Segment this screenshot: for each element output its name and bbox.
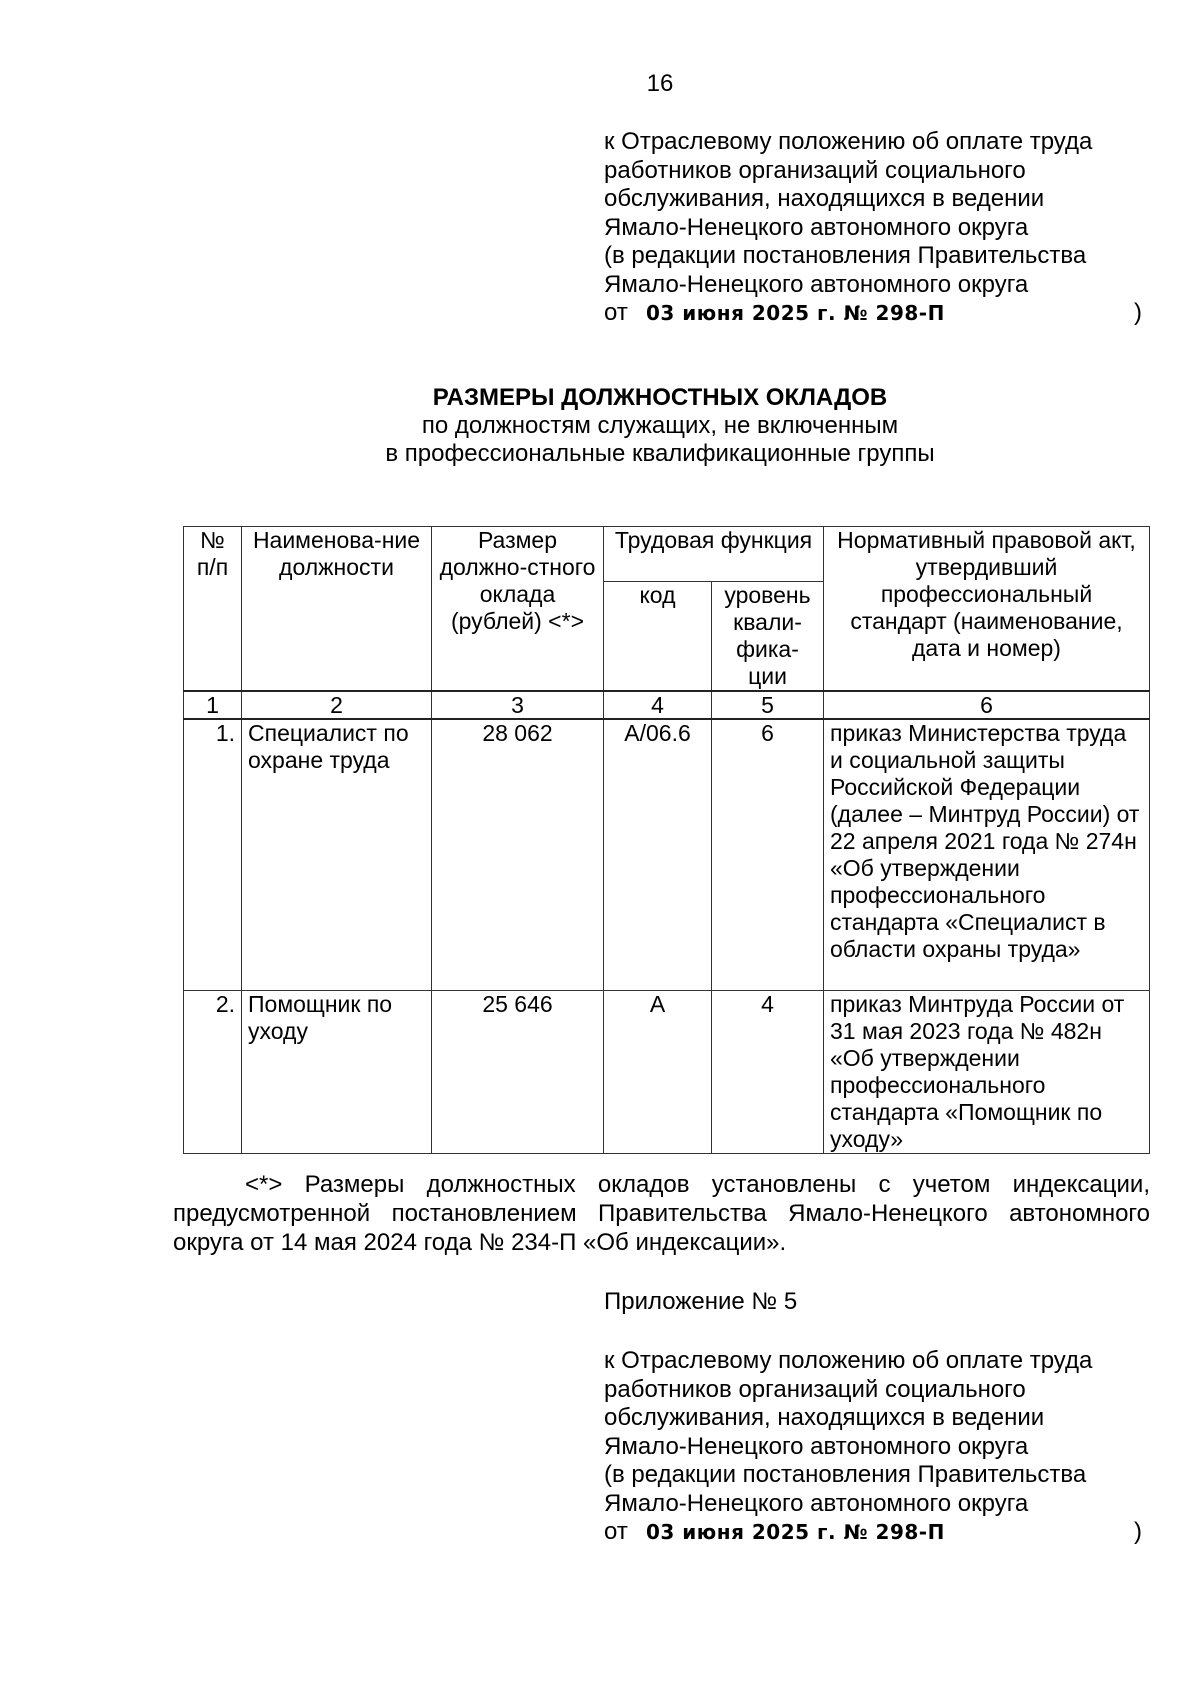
document-subtitle: в профессиональные квалификационные группы	[385, 440, 935, 467]
column-number: 6	[824, 691, 1150, 719]
column-number-row	[184, 691, 1150, 719]
page-number: 16	[646, 70, 674, 97]
row-num: 1.	[184, 719, 242, 991]
row-position-name: Помощник по уходу	[242, 991, 432, 1154]
appendix-label: Приложение № 5	[604, 1288, 798, 1315]
reference-line: к Отраслевому положению об оплате труда	[604, 128, 1093, 155]
closing-parenthesis: )	[1134, 299, 1142, 326]
row-salary: 28 062	[432, 719, 604, 991]
resolution-date-line	[604, 299, 1144, 328]
column-number: 3	[432, 691, 604, 719]
column-number: 2	[242, 691, 432, 719]
reference-line: Ямало-Ненецкого автономного округа	[604, 1432, 1029, 1460]
row-code: А	[604, 991, 712, 1154]
row-level: 6	[712, 719, 824, 991]
header-position-name: Наименова-ние должности	[242, 527, 432, 692]
header-salary: Размер должно-стного оклада (рублей) <*>	[432, 527, 604, 692]
reference-line: обслуживания, находящихся в ведении	[604, 185, 1045, 212]
resolution-date-stamp: 03 июня 2025 г. № 298-П	[646, 1520, 945, 1544]
column-number: 5	[712, 691, 824, 719]
row-position-name: Специалист по охране труда	[242, 719, 432, 991]
appendix-reference-bottom	[604, 1347, 1144, 1547]
reference-line: работников организаций социального	[604, 1375, 1026, 1403]
table-header-row	[184, 527, 1150, 582]
row-code: А/06.6	[604, 719, 712, 991]
row-num: 2.	[184, 991, 242, 1154]
table-row	[184, 719, 1150, 991]
reference-line: Ямало-Ненецкого автономного округа	[604, 270, 1029, 298]
table-row	[184, 991, 1150, 1154]
header-num: № п/п	[184, 527, 242, 692]
row-legal-act: приказ Министерства труда и социальной защиты Российской Федерации (далее – Минтруд России) от 22 апреля 2021 года № 274н «Об утверждении профессионального стандарта «Специалист в области охраны труда»	[824, 719, 1150, 991]
reference-line: (в редакции постановления Правительства	[604, 242, 1087, 269]
resolution-date-stamp: 03 июня 2025 г. № 298-П	[646, 301, 945, 325]
reference-line: работников организаций социального	[604, 156, 1026, 184]
row-salary: 25 646	[432, 991, 604, 1154]
document-title: РАЗМЕРЫ ДОЛЖНОСТНЫХ ОКЛАДОВ	[432, 384, 888, 411]
reference-line: Ямало-Ненецкого автономного округа	[604, 213, 1029, 241]
header-legal-act: Нормативный правовой акт, утвердивший профессиональный стандарт (наименование, дата и номер)	[824, 527, 1150, 692]
reference-line: (в редакции постановления Правительства	[604, 1461, 1087, 1488]
header-code: код	[604, 582, 712, 692]
date-prefix: от	[604, 299, 628, 326]
reference-line: к Отраслевому положению об оплате труда	[604, 1347, 1093, 1374]
footnote: <*> Размеры должностных окладов установлены с учетом индексации, предусмотренной постановлением Правительства Ямало-Ненецкого автономного округа от 14 мая 2024 года № 234-П «Об индексации».	[173, 1171, 1150, 1256]
reference-line: обслуживания, находящихся в ведении	[604, 1404, 1045, 1431]
row-level: 4	[712, 991, 824, 1154]
reference-line: Ямало-Ненецкого автономного округа	[604, 1489, 1029, 1517]
closing-parenthesis: )	[1134, 1518, 1142, 1545]
row-legal-act: приказ Минтруда России от 31 мая 2023 года № 482н «Об утверждении профессионального стандарта «Помощник по уходу»	[824, 991, 1150, 1154]
appendix-reference-top	[604, 128, 1144, 328]
resolution-date-line	[604, 1518, 1144, 1547]
header-qualification-level: уровень квали-фика-ции	[712, 582, 824, 692]
date-prefix: от	[604, 1518, 628, 1545]
salary-table	[183, 526, 1150, 1154]
document-title-block	[0, 384, 1200, 468]
header-labor-function: Трудовая функция	[604, 527, 824, 582]
document-subtitle: по должностям служащих, не включенным	[421, 412, 899, 439]
column-number: 4	[604, 691, 712, 719]
column-number: 1	[184, 691, 242, 719]
